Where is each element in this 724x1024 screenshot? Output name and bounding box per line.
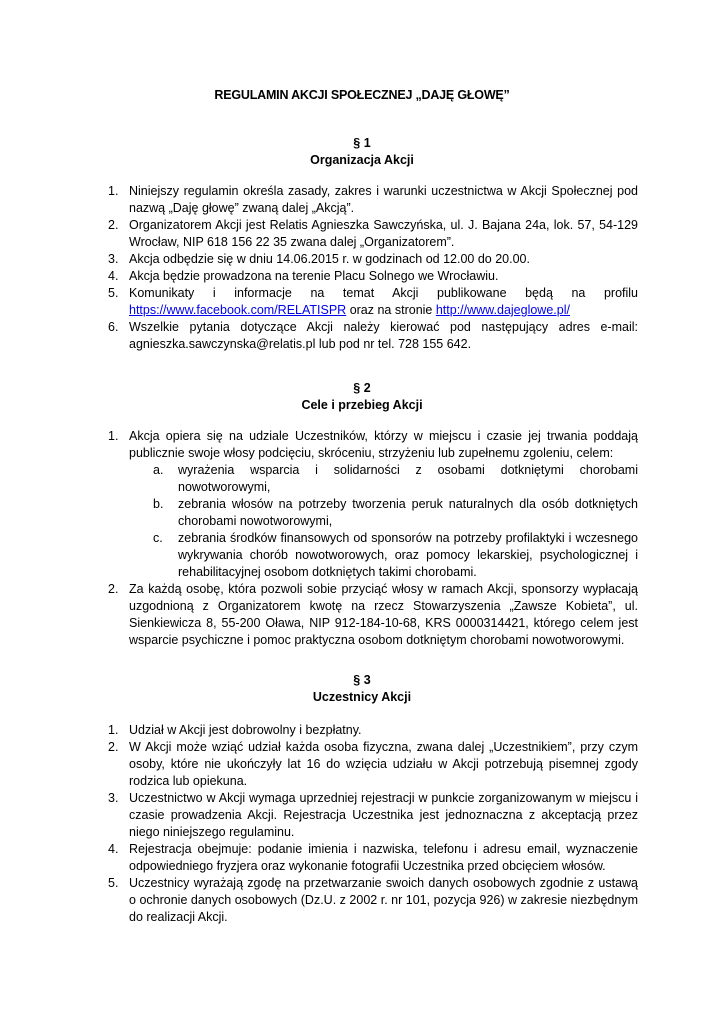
list-item: 5. Uczestnicy wyrażają zgodę na przetwarzanie swoich danych osobowych zgodnie z ustawą o ochronie danych osobowych (Dz.U. z 2002 r. nr 101, pozycja 926) w zakresie niezbędnym do realizacji Akcji. bbox=[108, 876, 638, 924]
section-1-number: § 1 bbox=[353, 136, 371, 150]
facebook-link[interactable]: https://www.facebook.com/RELATISPR bbox=[129, 303, 347, 317]
list-item: 4. Akcja będzie prowadzona na terenie Placu Solnego we Wrocławiu. bbox=[108, 269, 499, 283]
list-item: 6. Wszelkie pytania dotyczące Akcji należy kierować pod następujący adres e-mail: agnieszka.sawczynska@relatis.pl lub pod nr tel. 728 155 642. bbox=[108, 320, 638, 351]
section-3-list bbox=[108, 722, 638, 926]
section-3-heading: Uczestnicy Akcji bbox=[312, 690, 412, 704]
document-title: REGULAMIN AKCJI SPOŁECZNEJ „DAJĘ GŁOWĘ” bbox=[214, 88, 510, 102]
section-2-heading: Cele i przebieg Akcji bbox=[301, 398, 423, 412]
section-2-list bbox=[108, 428, 638, 649]
section-2-number: § 2 bbox=[353, 381, 371, 395]
section-1-list bbox=[108, 183, 638, 353]
section-3-number: § 3 bbox=[353, 673, 371, 687]
list-item: 2. Za każdą osobę, która pozwoli sobie przyciąć włosy w ramach Akcji, sponsorzy wypłacają uzgodnioną z Organizatorem kwotę na rzecz Stowarzyszenia „Zawsze Kobieta”, ul. Sienkiewicza 8, 55-200 Oława, NIP 912-184-10-68, KRS 0000314421, którego celem jest wsparcie psychiczne i pomoc praktyczna osobom dotkniętym chorobami nowotworowymi. bbox=[108, 582, 638, 647]
sub-list-item: b. zebrania włosów na potrzeby tworzenia peruk naturalnych dla osób dotkniętych chorobami nowotworowymi, bbox=[153, 497, 638, 528]
sub-list-item: a. wyrażenia wsparcia i solidarności z osobami dotkniętymi chorobami nowotworowymi, bbox=[153, 463, 638, 494]
section-2-sublist bbox=[129, 462, 638, 581]
section-1-heading: Organizacja Akcji bbox=[310, 153, 414, 167]
list-item: 2. W Akcji może wziąć udział każda osoba fizyczna, zwana dalej „Uczestnikiem”, przy czym osoby, które nie ukończyły lat 16 do wzięcia udziału w Akcji potrzebują pisemnej zgody rodzica lub opiekuna. bbox=[108, 740, 638, 788]
list-item: 1. Akcja opiera się na udziale Uczestników, którzy w miejscu i czasie jej trwania poddają publicznie swoje włosy podcięciu, skróceniu, strzyżeniu lub zupełnemu zgoleniu, celem: a. wyrażenia wsparcia i solidarności z osobami dotkniętymi chorobami nowotworowymi, b. zebrania włosów na potrzeby tworzenia peruk naturalnych dla osób dotkniętych chorobami nowotworowymi, c. zebrania środków finansowych od sponsorów na potrzeby profilaktyki i wczesnego wykrywania chorób nowotworowych, oraz pomocy lekarskiej, psychologicznej i rehabilitacyjnej osobom dotkniętych takimi chorobami. bbox=[108, 429, 638, 579]
sub-list-item: c. zebrania środków finansowych od sponsorów na potrzeby profilaktyki i wczesnego wykrywania chorób nowotworowych, oraz pomocy lekarskiej, psychologicznej i rehabilitacyjnej osobom dotkniętych takimi chorobami. bbox=[153, 531, 638, 579]
list-item: 1. Udział w Akcji jest dobrowolny i bezpłatny. bbox=[108, 723, 362, 737]
list-item: 3. Akcja odbędzie się w dniu 14.06.2015 r. w godzinach od 12.00 do 20.00. bbox=[108, 252, 530, 266]
list-item: 1. Niniejszy regulamin określa zasady, zakres i warunki uczestnictwa w Akcji Społecznej pod nazwą „Daję głowę” zwaną dalej „Akcją”. bbox=[108, 184, 638, 215]
list-item: 3. Uczestnictwo w Akcji wymaga uprzedniej rejestracji w punkcie zorganizowanym w miejscu i czasie prowadzenia Akcji. Rejestracja Uczestnika jest jednoznaczna z akceptacją przez niego niniejszego regulaminu. bbox=[108, 791, 638, 839]
list-item: 5. Komunikaty i informacje na temat Akcji publikowane będą na profilu https://www.facebook.com/RELATISPR oraz na stronie http://www.dajeglowe.pl/ bbox=[108, 286, 638, 317]
website-link[interactable]: http://www.dajeglowe.pl/ bbox=[435, 303, 570, 317]
list-item: 2. Organizatorem Akcji jest Relatis Agnieszka Sawczyńska, ul. J. Bajana 24a, lok. 57, 54-129 Wrocław, NIP 618 156 22 35 zwana dalej „Organizatorem”. bbox=[108, 218, 638, 249]
list-item: 4. Rejestracja obejmuje: podanie imienia i nazwiska, telefonu i adresu email, wyznaczenie odpowiedniego fryzjera oraz wykonanie fotografii Uczestnika przed obcięciem włosów. bbox=[108, 842, 638, 873]
